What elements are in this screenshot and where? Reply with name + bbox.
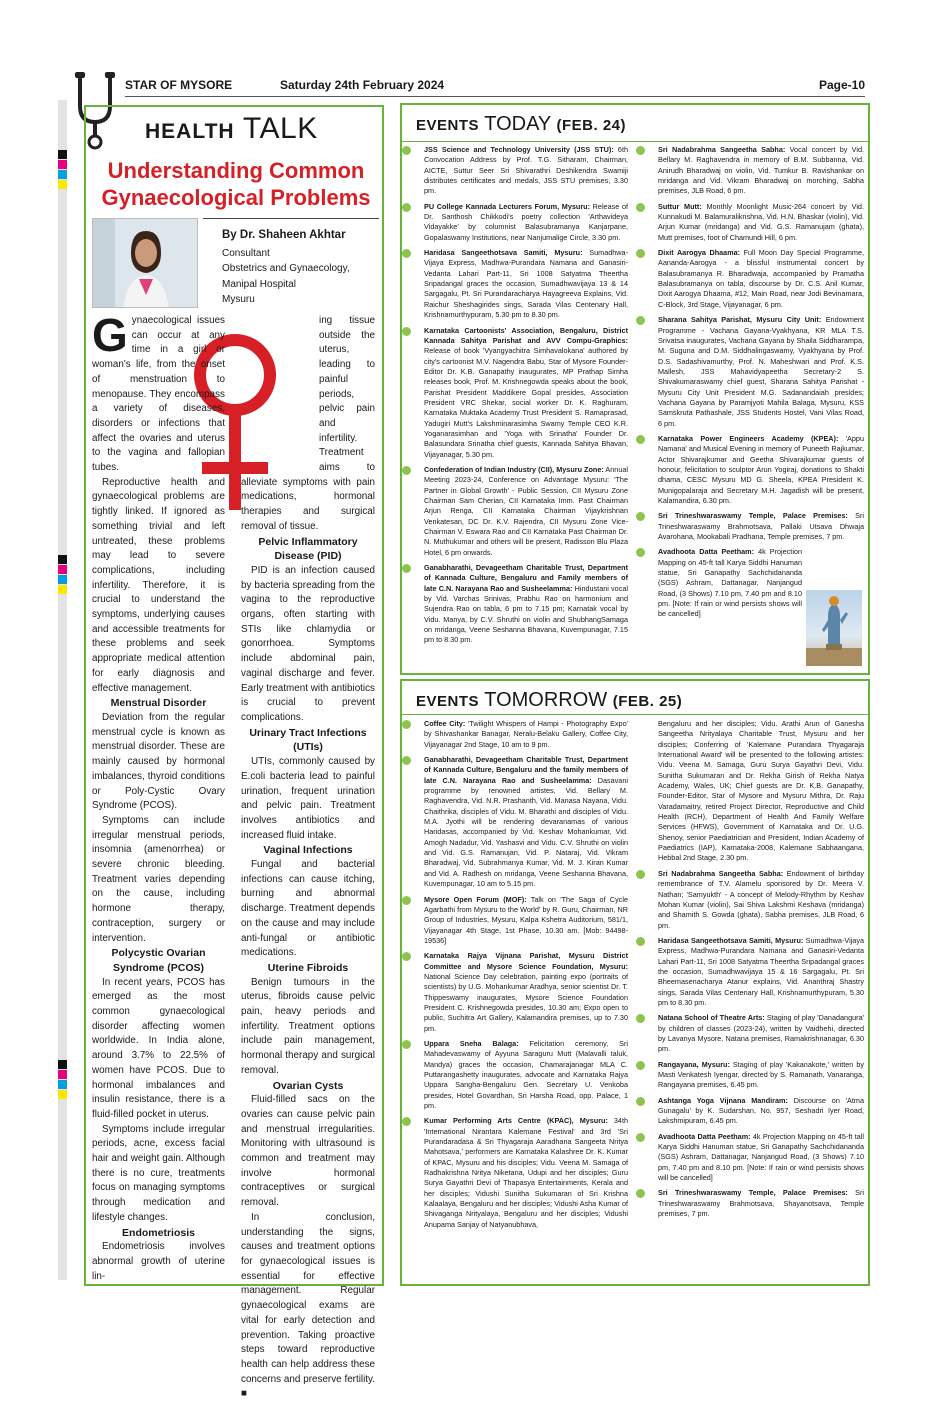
symbol-wrap-space [241,314,319,462]
bullet-icon [636,548,645,557]
event-details: Endowment of birthday remembrance of T.V. Alamelu sponsored by Dr. Meera V. Nathan; 'Samyukth' - A concept of Melody-Rhythm by Keshav Mohan Kumar (violin), Sai Shiva Lakshmi Keshava (mridanga) and Shamith S. Gowda (ghata), Sabha premises, JLB Road, 6 pm. [658,868,865,930]
paragraph: UTIs, commonly caused by E.coli bacteria lead to painful urination, frequent urination and pelvic pain. Treatment involves antibiotics and increased fluid intake. [241,756,375,841]
event-item [658,869,864,931]
color-mark-cyan [58,170,67,179]
color-mark-magenta [58,565,67,574]
event-details: Hindustani vocal by Vid. Varchas Srinivas, Prabhu Rao on harmonium and Sujendra Rao on tabla, 6 pm to 7.15 pm; Karnatak vocal by Vidu. Manya, by C.V. Shruthi on violin and ShubhangSamaga on mridanga, Veene Seshanna Bhavana, Kuvempunagar, 7.15 pm to 8.30 pm. [424,583,628,645]
event-details: Felicitation ceremony, Sri Mahadevaswamy of Ayyuna Saraguru Mutt (Malavalli taluk, Mandya) graces the occasion, Chamarajanagar MLA C. Puttarangashetty inaugurates, advocate and Karnataka Rajya Uppara Sangha-Bengaluru Gen. Secretary U. Venkoba presides, Hotel Govardhan, Sri Harsha Road, opp. Palace, 1 pm. [424,1038,628,1111]
events-today-heading [416,113,626,136]
event-details: 'Twilight Whispers of Hampi - Photography Expo' by Shivashankar Banagar, Neralu-Belaku Gallery, Coffee City, Vijayanagar 2nd Stage, 10 am to 9 pm. [424,719,628,749]
event-item [658,434,864,506]
article-headline: Understanding Common Gynaecological Problems [101,158,371,210]
article-column-2 [241,314,375,1402]
event-item [424,951,628,1034]
event-organizer: Sri Nadabrahma Sangeetha Sabha: [658,145,786,154]
event-details: Annual Meeting 2023-24, Conference on Advantage Mysuru: 'The Partner in Global Growth' - Public Session, CII Mysuru Zone Chairman Sam Cherian, CII Karnataka Imm. Past Chairman Arjun Renga, CII Karnataka Chairman Vijaykrishnan Venkatesan, DC Dr. K.V. Rajendra, CII Mysuru Zone Vice-Chairman V. Eswara Rao and CII Karnataka Past Chairman Dr. N. Muthukumar and others will be present, Radisson Blu Plaza Hotel, 6 pm onwards. [424,464,628,557]
event-organizer: Confederation of Indian Industry (CII), Mysuru Zone: [424,464,604,474]
event-details: Staging of play 'Kakanakote,' written by Masti Venkatesh Iyengar, directed by S. Ramanath, Vanaranga, Rangayana premises, 6.45 pm. [658,1059,864,1090]
bullet-icon [636,146,645,155]
event-details: Bengaluru and her disciples; Vidu. Arathi Arun of Ganesha Sangeetha Nrityalaya Charitable Trust, Mysuru and her disciples; Conferring of 'Kalemane Purandara Thyagaraja International Award' will be presented to the following artistes: Vidu. Veena M. Samaga, Guru Surya Gayathri Devi, Vidu. Sunitha Sukumaran and Dr. Rekha Girish of Rekha Natya Academy, Wales, UK; Chief guests are Dr. K.B. Ganapathy, Founder-Editor, Star of Mysore and Mysuru Mithra, Dr. Raju Varadamaitry, retired Project Director, Reproductive and Child Health (RCH), Department of Health And Family Welfare Services (HFWS), Government of Karnataka and Dr. U.G. Shenoy, senior Paediatrician and President, Indian Academy of Paediatrics (IAP), Karnataka-2008, Kalemane Sabhaangana, Hebbal 2nd Stage, 2.30 pm. [658,719,864,863]
event-organizer: Uppara Sneha Balaga: [424,1038,519,1048]
event-details: Endowment Programme - Vachana Gayana-Vyakhyana, KR MLA T.S. Srivatsa inaugurates, Vachana Gayana by Shaila Siddharampa, M. Suguna and D.M. Siddhalingaswamy, Vyakhyana by Prof. D.S. Sadashivamurthy, Prof. N. Maheshwari and Prof. K.S. Mallesh, JSS Mahavidyapeetha Secretary-2 S. Shivakumaraswamy chief guest, Sharana Sahitya Parishat - Mysuru City Unit President M.G. Sadanandaiah presides; Vachana Gayana by Paramjyoti Mahila Balaga, Mysuru, KSS Samskruta Pathashale, JSS Students Hostel, Vani Vilas Road, 6 pm. [658,315,864,428]
event-item [658,1060,864,1091]
event-item [658,1013,864,1054]
bullet-icon [636,316,645,325]
heading-date: (FEB. 24) [556,117,626,134]
event-details: Sumadhwa-Vijaya Express, Madhwa-Purandara Namana and Ganasiri-Vedanta Lahari Part-11, Sri 1008 Satyatma Theertha Sripadangal graces the occasion, Sumadhwavijaya 15 & 16 Sargagalu, Pt. Sri Bheemasenacharya Atanur explains, Vid. Ananthraj Shastry sings, Sarada Vilas Centenary Hall, Krishnamurthypuram, 5.30 pm to 8.30 pm. [658,935,864,1007]
paragraph: Fungal and bacterial infections can cause itching, burning and abnormal discharge. Treatment depends on the cause and may include anti-fungal or antibiotic medications. [241,859,375,959]
event-organizer: Sri Nadabrahma Sangeetha Sabha: [658,868,784,878]
event-details: Release of Dr. Santhosh Chikkodi's poetry collection 'Arthavideya Vidayakke' by columnist Balasubramanya Kanjarpane, Gopalaswamy Institutions, near Nanjumalige Circle, 3.30 pm. [424,201,628,242]
event-organizer: Sri Trineshwaraswamy Temple, Palace Premises: [658,511,848,521]
subheading: Polycystic Ovarian Syndrome (PCOS) [111,947,206,974]
hanuman-statue-photo [806,590,862,666]
heading-light: TOMORROW [484,689,608,711]
event-organizer: Kumar Performing Arts Centre (KPAC), Mysuru: [424,1116,608,1126]
heading-bold: EVENTS [416,117,480,134]
event-details: Staging of play 'Danadangura' by children of classes (2023-24), written by Vaidhehi, directed by Lavanya Mysore, Natana premises, Ramakrishnanagar, 6.30 pm. [658,1013,864,1054]
event-organizer: Rangayana, Mysuru: [658,1059,730,1069]
events-tomorrow-heading [416,689,682,712]
bullet-icon [636,1189,645,1198]
section-title-bold: HEALTH [145,120,235,143]
color-mark-yellow [58,180,67,189]
bullet-icon [636,937,645,946]
color-mark-cyan [58,575,67,584]
bullet-icon [402,1040,411,1049]
events-today-column-2 [658,145,864,625]
event-details: 4k Projection Mapping on 45-ft tall Karya Siddhi Hanuman statue, Sri Ganapathy Sachchidananda (SGS) Ashram, Dattanagar, Nanjangud Road, (3 Shows) 7.10 pm, 7.40 pm and 8.10 pm. [Note: If rain or wind persists shows will be cancelled] [658,547,802,619]
event-organizer: Avadhoota Datta Peetham: [658,1131,751,1141]
byline [222,228,382,308]
event-item [658,248,864,310]
event-details: Release of book 'Vyangyachitra Simhavalokana' authored by city's cartoonist M.V. Nagendra Babu, Star of Mysore Founder-Editor Dr. K.B. Ganapathy inaugurates, MP Prathap Simha releases book, Prof. M. Krishnegowda speaks about the book, Parishat President Maddikere Gopal presides, Association President VRC Shekar, social worker Dr. K. Raghuram, Karnataka Muktaka Academy Trust President S. Ramaprasad, Yadugiri Mutt's Lakshminarasimha Swamy Temple CEO K.R. Yoganarasimhan and 'Yoga with Srinatha' Founder Dr. Balasundara Srinatha chief guests, Kannada Sahitya Bhavan, Vijayanagar, 5.30 pm. [424,346,628,459]
event-organizer: Coffee City: [424,719,466,728]
bullet-icon [402,896,411,905]
event-details: Discourse on 'Atma Gunagalu' by K. Sudarshan, No. 957, Seshadri Iyer Road, Lakshmipuram, 6.45 pm. [658,1095,864,1126]
portrait-image [93,219,198,308]
event-item [424,1039,628,1111]
bullet-icon [636,1014,645,1023]
event-organizer: JSS Science and Technology University (JSS STU): [424,145,614,154]
event-organizer: PU College Kannada Lecturers Forum, Mysuru: [424,201,591,211]
event-details: Sri Trineshwaraswamy Brahmotsava, Shayanotsava, Temple premises, 7 pm. [658,1188,864,1219]
event-organizer: Suttur Mutt: [658,201,702,211]
bullet-icon [636,435,645,444]
bullet-icon [402,203,411,212]
paragraph: PID is an infection caused by bacteria spreading from the vagina to the reproductive organs, often starting with STIs like chlamydia or gonorrhoea. Symptoms include abdominal pain, vaginal discharge and fever. Early treatment with antibiotics is crucial to prevent complications. [241,564,375,723]
bullet-icon [402,564,411,573]
paragraph: ing tissue outside the uterus, leading to painful periods, pelvic pain and infertility. Treatment aims to alleviate symptoms with pain medications, hormonal therapies and surgical removal of tissue. [241,315,375,532]
color-mark-black [58,150,67,159]
end-mark: ■ [241,1388,247,1400]
paragraph: Deviation from the regular menstrual cycle is known as menstrual disorder. These are mainly caused by hormonal imbalances, thyroid conditions or Poly-Cystic Ovary Syndrome (PCOS). [92,711,225,812]
events-tomorrow-column-2 [658,719,864,1224]
event-organizer: Ashtanga Yoga Vijnana Mandiram: [658,1095,788,1105]
event-item [658,1188,864,1219]
event-details: Full Moon Day Special Programme, Aananda-Aarogya - a blissful instrumental concert by Balasubramanya R. Bharadwaja, accompanied by Pramatha Balasubramanya on tabla, discourse by Dr. C.S. Anil Kumar, Dixit Aarogya Dhaama, #12, Main Road, near Jodi Bevinamara, C-Block, 3rd Stage, Vijayanagar, 6 pm. [658,248,864,309]
author-department: Obstetrics and Gynaecology, [222,263,350,274]
subheading: Vaginal Infections [263,844,353,857]
event-item [658,936,864,1008]
section-title-light: TALK [242,112,318,145]
subheading: Pelvic Inflammatory Disease (PID) [258,535,358,563]
event-details: Dasavani programme by renowned artistes, Vid. Bellary M. Raghavendra, Vid. N.R. Prashanth, Vid. Manasa Nayana, Vidu. Chaithrika, disciples of Vidu. M. Bharathi and disciples of Vidu. M.A. Jyothi will be rendering devaranamas of various Haridasas, accompanied by Vid. Keshav Mohankumar, Vid. Amogh Nadadur, Vid. Yashasvi and Vidu. C.V. Shruthi on violin and Vid. G.S. Ramanujan, Vid. P. Nataraj, Vid. Vikram Bharadwaj, Vid. Subrahmanya Kumar, Vid. M. J. Kiran Kumar and Vid. A. Radhesh on mridanga, Veene Seshanna Bhavana, Kuvempunagar, 10 am to 5.15 pm. [424,775,628,889]
bullet-icon [636,1133,645,1142]
paragraph: Endometriosis involves abnormal growth of uterine lin- [92,1241,225,1282]
color-mark-magenta [58,160,67,169]
event-item [424,719,628,750]
paragraph: Fluid-filled sacs on the ovaries can cause pelvic pain and menstrual irregularities. Monitoring with ultrasound is common and treatment may involve hormonal contraceptives or surgical removal. [241,1094,375,1209]
bullet-icon [636,1097,645,1106]
paragraph [241,1211,375,1402]
article-column-1 [92,309,225,1284]
subheading: Ovarian Cysts [272,1079,344,1092]
byline-rule [203,218,379,219]
author-city: Mysuru [222,294,255,305]
event-item [424,895,628,947]
paragraph: In recent years, PCOS has emerged as the most common gynaecological disorder affecting women worldwide. In India alone, around 3.7% to 22.5% of women have PCOS. Due to hormonal imbalances and insulin resistance, there is a fluid-filled pocket in uterus. [92,976,225,1120]
events-tomorrow-column-1 [424,719,628,1235]
subheading: Urinary Tract Infections (UTIs) [249,726,367,754]
heading-rule [402,714,868,715]
event-organizer: Sri Trineshwaraswamy Temple, Palace Premises: [658,1188,848,1198]
event-organizer: Sharana Sahitya Parishat, Mysuru City Unit: [658,315,822,325]
paragraph-text: In conclusion, understanding the signs, causes and treatment options for gynaecological issues is essential for effective management. Regular gynaecological exams are vital for early detection and prevention. Taking proactive steps toward reproductive health can help address these concerns and preserve fertility. [241,1211,375,1385]
events-today-panel [400,103,870,675]
bullet-icon [402,1117,411,1126]
bullet-icon [636,512,645,521]
masthead [125,76,865,97]
bullet-icon [402,327,411,336]
events-today-column-1 [424,145,628,651]
event-details: Talk on 'The Saga of Cycle Agarbathi from Mysuru to the World' by R. Guru, Chairman, NR Group of Industries, Mysuru, Kalpa Kshetra Auditorium, 581/1, Vijayanagar 4th Stage, 1st Phase, 10.30 am. [Mob: 94498-19536] [424,894,628,945]
heading-rule [402,141,868,142]
bullet-icon [636,870,645,879]
event-item [658,145,864,197]
event-details: Monthly Moonlight Music-264 concert by Vid. Kunnakudi M. Balamuralikrishna, Vid. H.N. Bhaskar (violin), Vid. Arjun Kumar (mridanga) and Vid. G.S. Ramanujam (ghata), Mutt premises, foot of Chamundi Hill, 6 pm. [658,201,864,242]
event-item [424,326,628,460]
subheading: Uterine Fibroids [267,961,349,974]
event-organizer: Karnataka Rajya Vijnana Parishat, Mysuru District Committee and Mysore Science Foundation, Mysuru: [424,951,628,971]
bullet-icon [402,756,411,765]
color-mark-yellow [58,585,67,594]
event-details: 34th 'International Nirantara Kalemane Festival' and 3rd 'Sri Purandaradasa & Sri Thyagaraja Aaradhana Sangeeta Nritya Mahotsava,' performers are Karnataka Kalashree Dr. K. Kumar of KPAC, Mysuru and his disciples; Vidu. Veena M. Samaga of Radhakrishna Nritya Niketana, Udupi and her disciples; Guru Surya Gayathri Devi of Thapasya Entertainments, Kerala and her disciples; Vidushi Sunitha Sukumaran of Sri Krishna Kalaalaya, Bengaluru and her disciples; Vidushi Asha Kumar of Shivaganga Nrityalaya, Bengaluru and her disciples; Vidushi Anupama Sanjay of Natyanubhava, [424,1116,629,1229]
event-item [424,1116,628,1230]
event-item [424,465,628,558]
event-organizer: Ganabharathi, Devageetham Charitable Trust, Department of Kannada Culture, Bengaluru and the family members of late C.N. Narayana Rao and Susheelamma: [424,755,628,785]
event-organizer: Ganabharathi, Devageetham Charitable Trust, Department of Kannada Culture, Bengaluru and Family members of late C.N. Narayana Rao and Susheelamma: [424,563,628,593]
author-hospital: Manipal Hospital [222,278,296,290]
event-details: 6th Convocation Address by Prof. T.G. Sitharam, Chairman, AICTE, Suttur Seer Sri Shivarathri Deshikendra Swamiji distributes certificates and medals, JSS STU premises, 3.30 pm. [424,145,629,196]
event-item [424,248,628,320]
paper-name: STAR OF MYSORE [125,78,233,92]
event-organizer: Haridasa Sangeethotsava Samiti, Mysuru: [424,248,583,258]
events-tomorrow-panel [400,679,870,1286]
event-item [658,1096,864,1127]
paragraph: Benign tumours in the uterus, fibroids cause pelvic pain, heavy periods and infertility. Treatment options include pain management, hormonal therapy and surgical removal. [241,976,375,1076]
event-details: 'Appu Namana' and Musical Evening in memory of Puneeth Rajkumar, Actor Shivarajkumar and Geetha Shivarajkumar guests of honour, felicitation to sculptor Arun Yogiraj, donations to Shakti dhama, CESC Mysuru MD G. Sheela, KPEA President K. Munigopalaraja and Secretary M.H. Jagadish will be present, Kalamandira, 6.30 pm. [658,433,864,505]
paragraph: Symptoms can include irregular menstrual periods, insomnia (amenorrhea) or severe chronic bleeding. Treatment varies depending on the cause, including hormone therapy, contraception, surgery or intervention. [92,814,225,944]
event-item [658,1132,864,1184]
event-details: Sumadhwa-Vijaya Express, Madhwa-Purandara Namana and Ganasiri-Vedanta Lahari Part-11, Sri 1008 Satyatma Theertha Sripadangal graces the occasion, Sumadhwavijaya 13 & 14 Sargagalu, Pt. Sri Purandaracharya Hayagreeva Explains, Vid. Raichur Sheshagirides sings, Sarada Vilas Centenary Hall, Krishnamurthypuram, 5.30 pm to 8.30 pm. [424,248,628,320]
color-mark-black [58,1060,67,1069]
color-mark-magenta [58,1070,67,1079]
author-photo [92,218,198,308]
event-item [424,145,628,197]
section-title [145,112,318,146]
bullet-icon [402,146,411,155]
page-number: Page-10 [818,78,865,92]
statue-image [806,590,862,666]
drop-cap: G [92,309,128,361]
event-item [658,315,864,429]
bullet-icon [402,952,411,961]
event-details: National Science Day celebration, painting expo (portraits of scientists) by U.G. Mohankumar Aradhya, senior scientist Dr. T. Thippeswamy inaugurates, Mysore Science Foundation President C. Krishnegowda presides, 10.30 am; Expo open to public, Suchitra Art Gallery, Kalamandira premises, up to 7.30 pm. [424,971,628,1033]
paragraph-text: ynaecological issues can occur at any time in a girl or woman's life, from the onset of menstruation to menopause. They encompass a variety of diseases, disorders or infections that affect the ovaries and uterus to the vagina and fallopian tubes. [92,315,225,474]
bullet-icon [402,720,411,729]
subheading: Endometriosis [122,1226,195,1239]
color-mark-black [58,555,67,564]
author-title: Consultant [222,247,270,259]
author-name: By Dr. Shaheen Akhtar [222,229,346,241]
bullet-icon [402,249,411,258]
event-item [424,755,628,889]
issue-date: Saturday 24th February 2024 [280,78,445,92]
event-item [658,511,864,542]
event-item [424,202,628,243]
event-item [658,202,864,243]
bullet-icon [636,203,645,212]
heading-light: TODAY [484,113,551,135]
event-organizer: Avadhoota Datta Peetham: [658,547,755,557]
event-organizer: Natana School of Theatre Arts: [658,1013,765,1023]
bullet-icon [636,249,645,258]
event-organizer: Dixit Aarogya Dhaama: [658,248,741,258]
event-details: 4k Projection Mapping on 45-ft tall Karya Siddhi Hanuman statue, Sri Ganapathy Sachchidananda (SGS) Ashram, Dattanagar, Nanjangud Road, (3 Shows) 7.10 pm, 7.40 pm and 8.10 pm. [Note: If rain or wind persists shows will be cancelled] [658,1131,864,1183]
color-mark-cyan [58,1080,67,1089]
event-organizer: Karnataka Cartoonists' Association, Bengaluru, District Kannada Sahitya Parishat and AVV Compu-Graphics: [424,325,628,345]
bullet-icon [402,466,411,475]
heading-date: (FEB. 25) [612,693,683,710]
paragraph: Reproductive health and gynaecological problems are tightly linked. If ignored as something trivial and left untreated, these problems may lead to severe complications, including infertility. Therefore, it is crucial to understand the symptoms, underlying causes and accessible treatments for these problems and seek appropriate medical attention for early diagnosis and effective management. [92,476,225,694]
event-item [658,719,864,864]
event-details: Sri Trineshwaraswamy Brahmotsava, Pallaki Utsava Dhwaja Avarohana, Mookabali Pradhana, Temple premises, 7 pm. [658,511,864,542]
heading-bold: EVENTS [416,693,480,710]
paragraph: Symptoms include irregular periods, acne, excess facial hair and weight gain. Although there is no cure, treatments focus on managing symptoms through medication and lifestyle changes. [92,1123,225,1223]
event-item [424,563,628,646]
event-organizer: Mysore Open Forum (MOF): [424,894,527,904]
bullet-icon [636,1061,645,1070]
event-organizer: Haridasa Sangeethotsava Samiti, Mysuru: [658,935,804,945]
color-mark-yellow [58,1090,67,1099]
subheading: Menstrual Disorder [110,697,207,710]
event-organizer: Karnataka Power Engineers Academy (KPEA): [658,433,839,443]
print-registration-bar [58,100,67,1280]
event-details: Vocal concert by Vid. Bellary M. Raghavendra in memory of B.M. Subbanna, Vid. Anirudh Bharadwaj on violin, Vid. Tumkur B. Ravishankar on mridanga and Vid. Vikram Bharadwaj on morching, Sabha premises, JLB Road, 6 pm. [658,145,865,196]
